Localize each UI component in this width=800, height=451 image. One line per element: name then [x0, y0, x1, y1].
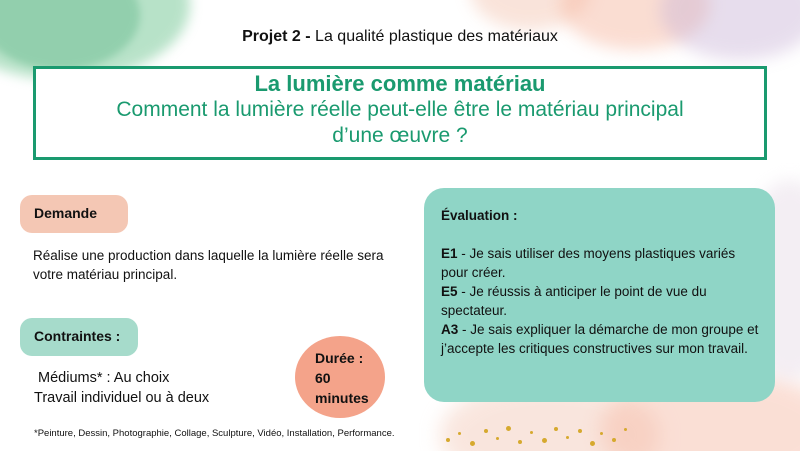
- evaluation-item: [441, 282, 759, 320]
- evaluation-text: - Je sais expliquer la démarche de mon groupe et j’accepte les critiques constructives sur mon travail.: [441, 322, 759, 356]
- contraintes-text: [34, 368, 254, 408]
- question-line-2: d’une œuvre ?: [332, 124, 468, 147]
- demande-label: Demande: [20, 195, 128, 233]
- question-line-1: Comment la lumière réelle peut-elle être le matériau principal: [116, 98, 684, 121]
- evaluation-text: - Je sais utiliser des moyens plastiques variés pour créer.: [441, 246, 736, 280]
- duree-line-1: Durée :: [315, 350, 364, 366]
- duree-line-2: 60: [315, 370, 331, 386]
- project-label: Projet 2 -: [242, 28, 311, 45]
- evaluation-text: - Je réussis à anticiper le point de vue du spectateur.: [441, 284, 707, 318]
- evaluation-code: E1: [441, 246, 458, 261]
- title-box: [33, 66, 767, 160]
- evaluation-item: [441, 244, 759, 282]
- duree-line-3: minutes: [315, 390, 369, 406]
- evaluation-box: [424, 188, 775, 402]
- contraintes-line-1: Médiums* : Au choix: [34, 370, 170, 386]
- contraintes-line-2: Travail individuel ou à deux: [34, 390, 210, 406]
- evaluation-code: E5: [441, 284, 458, 299]
- contraintes-label: Contraintes :: [20, 318, 138, 356]
- main-title: La lumière comme matériau: [254, 71, 546, 96]
- evaluation-item: [441, 320, 759, 358]
- duree-badge: [295, 336, 385, 418]
- demande-text: Réalise une production dans laquelle la lumière réelle sera votre matériau principal.: [33, 248, 384, 282]
- project-subject: La qualité plastique des matériaux: [315, 28, 558, 45]
- project-header: [0, 28, 800, 46]
- evaluation-code: A3: [441, 322, 459, 337]
- evaluation-title: Évaluation :: [441, 208, 518, 223]
- footnote: *Peinture, Dessin, Photographie, Collage, Sculpture, Vidéo, Installation, Performance.: [34, 428, 395, 439]
